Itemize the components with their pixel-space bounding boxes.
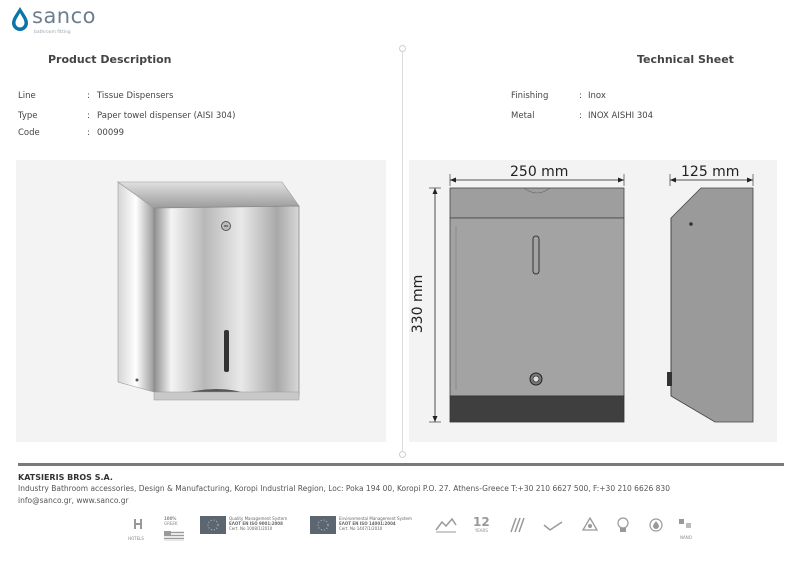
years-number: 12 [473, 515, 490, 529]
sanco-logo [10, 4, 130, 38]
check-badge [541, 516, 565, 538]
footer-divider [18, 463, 784, 466]
ems-line-3: Cert. No 1447/1/2010 [339, 526, 383, 531]
stripes-badge [508, 516, 526, 538]
divider-dot [399, 451, 406, 458]
spec-sep: : [87, 91, 90, 101]
katsieris-badge [434, 516, 458, 538]
spec-sep: : [579, 91, 582, 101]
qms-line-1: Quality Management System [229, 516, 288, 521]
divider-dot [399, 45, 406, 52]
technical-drawing-panel [409, 160, 777, 442]
width-dimension-label: 250 mm [510, 164, 569, 180]
spec-type-label: Type [18, 111, 38, 121]
spec-finishing-value: Inox [588, 91, 606, 101]
greek-word: GREEK [164, 521, 178, 526]
product-photo-panel [16, 160, 386, 442]
greek-percent: 100% [164, 516, 177, 521]
spec-code-value: 00099 [97, 128, 125, 138]
ems-line-2: ΕΛΟΤ EN ISO 14001:2004 [339, 521, 396, 526]
nano-badge [677, 516, 695, 540]
spec-line-value: Tissue Dispensers [97, 91, 174, 101]
spec-metal-label: Metal [511, 111, 535, 121]
recycle-badge [581, 516, 599, 538]
drop-badge [648, 516, 664, 538]
environmental-cert-badge [310, 516, 412, 534]
product-photo [16, 160, 386, 442]
drop-icon [648, 516, 664, 534]
nano-label: NANO [680, 535, 692, 540]
company-address: Industry Bathroom accessories, Design & Manufacturing, Koropi Industrial Region, Loc: Poka 194 00, Koropi P.O. 27. Athens-Greece T:+30 210 6627 500, F:+30 210 6626 830 [18, 484, 670, 493]
years-badge [473, 516, 490, 533]
lightbulb-icon [614, 516, 632, 536]
spec-sep: : [87, 111, 90, 121]
stripes-icon [508, 516, 526, 534]
qms-line-3: Cert. No 1008/1/2010 [229, 526, 273, 531]
technical-drawing [409, 160, 777, 442]
qms-line-2: ΕΛΟΤ EN ISO 9001:2008 [229, 521, 283, 526]
spec-type-value: Paper towel dispenser (AISI 304) [97, 111, 236, 121]
spec-code-label: Code [18, 128, 40, 138]
depth-dimension-label: 125 mm [681, 164, 740, 180]
eu-flag-icon [200, 516, 226, 534]
spec-line-label: Line [18, 91, 36, 101]
greek-flag-icon [164, 531, 184, 541]
hotels-badge [128, 516, 150, 541]
recycle-icon [581, 516, 599, 534]
eu-flag-icon [310, 516, 336, 534]
greek-badge [164, 516, 184, 545]
company-name: KATSIERIS BROS S.A. [18, 473, 113, 482]
spec-sep: : [87, 128, 90, 138]
hotels-label: HOTELS [128, 536, 144, 541]
spec-sep: : [579, 111, 582, 121]
roof-icon [434, 516, 458, 534]
technical-sheet-title: Technical Sheet [637, 53, 734, 66]
brand-tagline: bathroom fitting [34, 30, 71, 35]
spec-finishing-label: Finishing [511, 91, 549, 101]
brand-name: sanco [32, 4, 97, 28]
product-description-title: Product Description [48, 53, 172, 66]
water-drop-icon [10, 6, 30, 32]
ems-line-1: Environmental Management System [339, 516, 412, 521]
spec-metal-value: INOX AISHI 304 [588, 111, 654, 121]
check-icon [541, 516, 565, 534]
lightbulb-badge [614, 516, 632, 540]
years-word: YEARS [474, 528, 488, 533]
center-divider [402, 48, 403, 454]
company-contact: info@sanco.gr, www.sanco.gr [18, 496, 129, 505]
nano-icon [677, 517, 695, 531]
height-dimension-label: 330 mm [410, 274, 427, 334]
quality-cert-badge [200, 516, 287, 534]
hotel-icon [128, 516, 150, 532]
